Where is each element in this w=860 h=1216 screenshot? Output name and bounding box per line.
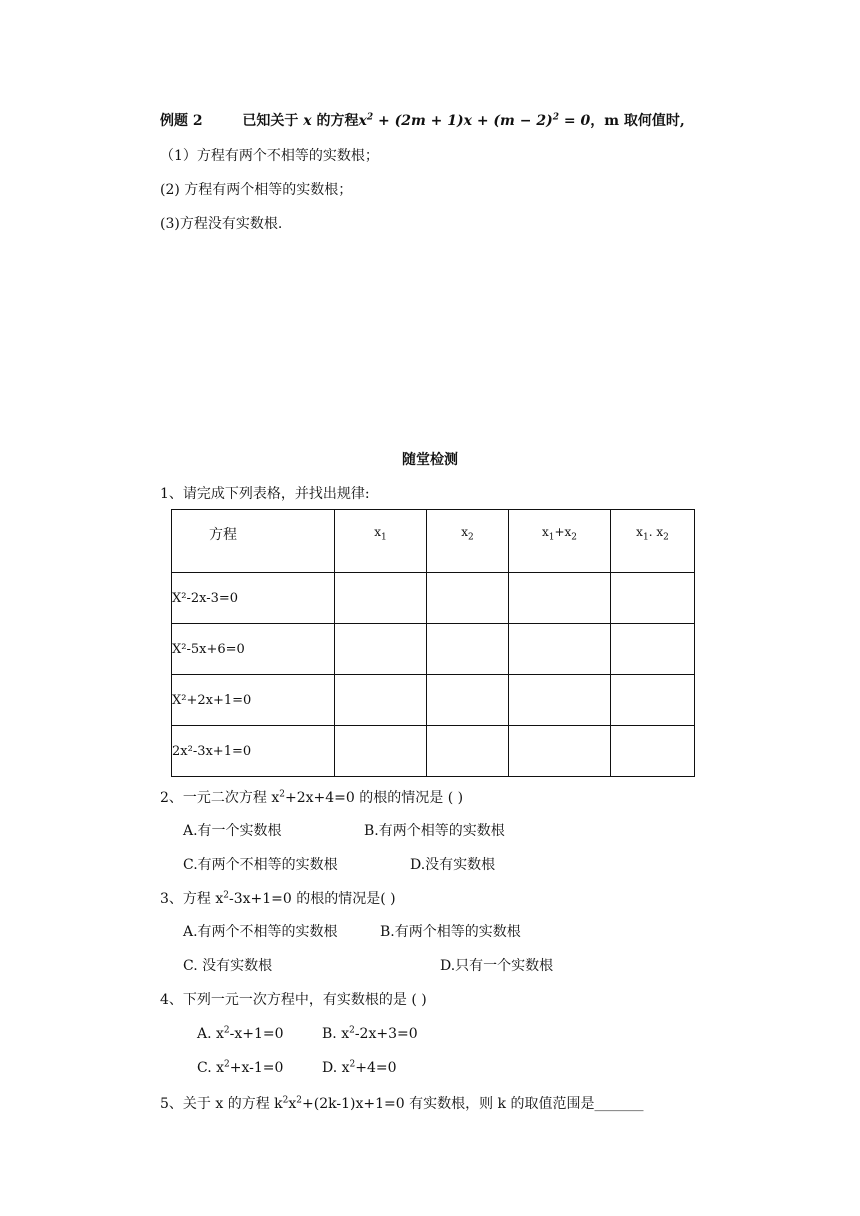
example-item-1: （1）方程有两个不相等的实数根；	[160, 148, 379, 164]
q3-option-a[interactable]: A.有两个不相等的实数根	[183, 924, 338, 940]
q4-b-post: -2x+3=0	[354, 1026, 418, 1042]
section-title: 随堂检测	[402, 452, 458, 468]
answer-cell[interactable]	[611, 624, 695, 675]
answer-cell[interactable]	[509, 573, 611, 624]
header-cell	[427, 510, 509, 573]
q5-answer-blank[interactable]: _______	[594, 1096, 644, 1112]
q3-option-b[interactable]: B.有两个相等的实数根	[380, 924, 521, 940]
q4-option-b[interactable]	[322, 1025, 418, 1043]
table-row	[172, 675, 695, 726]
q3-option-d[interactable]: D.只有一个实数根	[440, 958, 554, 974]
example-eq-b: + (2m + 1)x + (m − 2)	[373, 113, 553, 129]
header-cell	[611, 510, 695, 573]
q5-text	[160, 1095, 643, 1113]
header-product: $x_1$. $x_2$	[636, 525, 669, 543]
header-equation: 方程	[209, 527, 237, 543]
answer-cell[interactable]	[335, 675, 427, 726]
q5-sup-1: 2	[282, 1095, 289, 1106]
q5-pre: 5、关于 x 的方程 k	[160, 1096, 283, 1112]
q4-a-sup: 2	[223, 1025, 230, 1036]
table-row	[172, 624, 695, 675]
example-exp-1: 2	[366, 112, 374, 123]
q3-option-c[interactable]: C. 没有实数根	[183, 958, 273, 974]
q3-text	[160, 890, 396, 908]
example-line	[160, 112, 685, 130]
q4-text: 4、下列一元一次方程中，有实数根的是 ( )	[160, 992, 427, 1008]
answer-cell[interactable]	[509, 675, 611, 726]
equation-cell: 2x²-3x+1=0	[172, 726, 335, 777]
example-label: 例题 2	[160, 113, 203, 129]
q3-pre: 3、方程 x	[160, 891, 224, 907]
equation-cell: X²-5x+6=0	[172, 624, 335, 675]
q5-post: +(2k-1)x+1=0 有实数根，则 k 的取值范围是	[302, 1096, 595, 1112]
q4-a-post: -x+1=0	[229, 1026, 284, 1042]
q3-post: -3x+1=0 的根的情况是( )	[229, 891, 396, 907]
example-exp-2: 2	[552, 112, 559, 123]
q4-d-post: +4=0	[355, 1060, 397, 1076]
q4-b-pre: B. x	[322, 1026, 350, 1042]
answer-cell[interactable]	[509, 726, 611, 777]
answer-cell[interactable]	[427, 573, 509, 624]
header-cell	[509, 510, 611, 573]
q4-d-sup: 2	[349, 1059, 356, 1070]
q2-text	[160, 789, 463, 807]
example-eq-c: = 0	[558, 113, 591, 129]
example-tail: ，m 取何值时,	[590, 113, 685, 129]
answer-cell[interactable]	[427, 675, 509, 726]
q5-sup-2: 2	[296, 1095, 303, 1106]
q3-sup: 2	[223, 890, 229, 901]
q4-option-c[interactable]	[197, 1059, 283, 1077]
example-item-3: (3)方程没有实数根.	[160, 216, 283, 232]
q2-post: +2x+4=0 的根的情况是 ( )	[285, 790, 464, 806]
table-row	[172, 573, 695, 624]
header-x1: $x_1$	[374, 525, 387, 543]
header-cell	[172, 510, 335, 573]
q2-option-b[interactable]: B.有两个相等的实数根	[364, 823, 505, 839]
answer-cell[interactable]	[427, 624, 509, 675]
equation-cell: X²+2x+1=0	[172, 675, 335, 726]
answer-cell[interactable]	[611, 675, 695, 726]
example-eq-a: x	[358, 113, 367, 129]
answer-cell[interactable]	[335, 624, 427, 675]
header-sum: $x_1+x_2$	[541, 525, 578, 543]
answer-cell[interactable]	[427, 726, 509, 777]
table-row	[172, 726, 695, 777]
example-var: x	[303, 113, 312, 129]
header-cell	[335, 510, 427, 573]
q2-option-c[interactable]: C.有两个不相等的实数根	[183, 857, 338, 873]
roots-table	[171, 509, 695, 777]
table-header-row	[172, 510, 695, 573]
q1-text: 1、请完成下列表格，并找出规律:	[160, 486, 370, 502]
q2-pre: 2、一元二次方程 x	[160, 790, 280, 806]
example-intro: 已知关于	[242, 113, 299, 129]
q4-option-d[interactable]	[322, 1059, 397, 1077]
q4-d-pre: D. x	[322, 1060, 350, 1076]
example-of-eq: 的方程	[316, 113, 359, 129]
q4-c-post: +x-1=0	[229, 1060, 284, 1076]
q2-option-d[interactable]: D.没有实数根	[410, 857, 496, 873]
header-x2: $x_2$	[461, 525, 474, 543]
q4-option-a[interactable]	[197, 1025, 284, 1043]
q2-option-a[interactable]: A.有一个实数根	[183, 823, 282, 839]
q4-b-sup: 2	[349, 1025, 355, 1036]
answer-cell[interactable]	[611, 573, 695, 624]
q5-mid: x	[288, 1096, 297, 1112]
example-item-2: (2) 方程有两个相等的实数根；	[160, 182, 353, 198]
q4-c-sup: 2	[224, 1059, 230, 1070]
answer-cell[interactable]	[509, 624, 611, 675]
answer-cell[interactable]	[335, 726, 427, 777]
q4-a-pre: A. x	[197, 1026, 224, 1042]
q2-sup: 2	[279, 789, 285, 800]
answer-cell[interactable]	[611, 726, 695, 777]
answer-cell[interactable]	[335, 573, 427, 624]
q4-c-pre: C. x	[197, 1060, 225, 1076]
equation-cell: X²-2x-3=0	[172, 573, 335, 624]
